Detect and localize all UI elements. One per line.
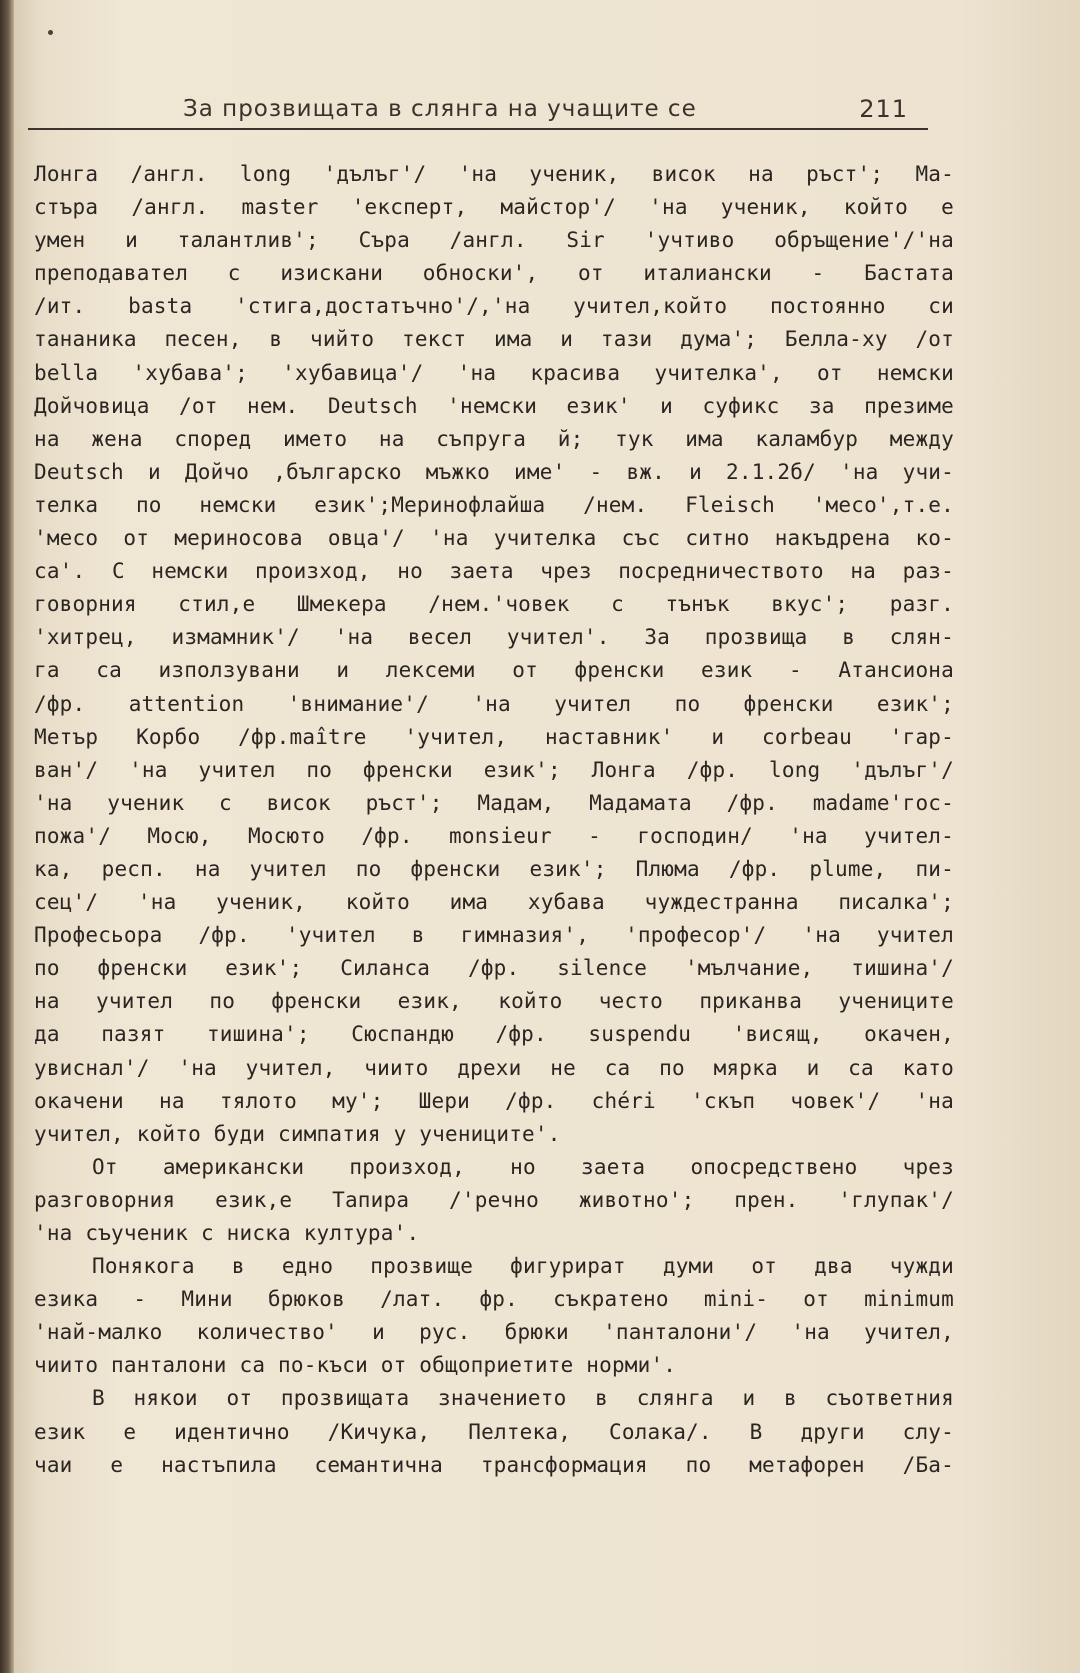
running-title: За прозвищата в слянга на учащите се xyxy=(183,96,697,122)
body-text xyxy=(34,158,954,1482)
text-line: телка по немски език';Меринофлайша /нем. Fleisch 'месо',т.е. xyxy=(34,492,954,517)
ink-speck xyxy=(48,30,53,35)
text-line: Deutsch и Дойчо ,българско мъжко име' - вж. и 2.1.2б/ 'на учи- xyxy=(34,459,954,484)
text-line: От американски произход, но заета опосредствено чрез xyxy=(92,1154,954,1179)
text-line: да пазят тишина'; Сюспандю /фр. suspendu 'висящ, окачен, xyxy=(34,1022,954,1047)
text-line: стъра /англ. master 'експерт, майстор'/ 'на ученик, който е xyxy=(34,195,954,220)
text-line: Дойчовица /от нем. Deutsch 'немски език' и суфикс за презиме xyxy=(34,393,954,418)
text-line: преподавател с изискани обноски', от италиански - Бастата xyxy=(34,261,954,286)
text-line: 'най-малко количество' и рус. брюки 'панталони'/ 'на учител, xyxy=(34,1320,954,1345)
text-line: В някои от прозвищата значението в слянга и в съответния xyxy=(92,1386,954,1411)
text-line: 'на ученик с висок ръст'; Мадам, Мадамата /фр. madame'гос- xyxy=(34,790,954,815)
text-line: Лонга /англ. long 'дълъг'/ 'на ученик, висок на ръст'; Ма- xyxy=(34,162,954,186)
text-line: ка, респ. на учител по френски език'; Плюма /фр. plume, пи- xyxy=(34,856,954,881)
text-line: /фр. attention 'внимание'/ 'на учител по френски език'; xyxy=(34,691,954,716)
text-line: Професьора /фр. 'учител в гимназия', 'професор'/ 'на учител xyxy=(34,923,954,948)
text-line: на жена според името на съпруга й; тук има каламбур между xyxy=(34,426,954,451)
text-line: Метър Корбо /фр.maître 'учител, наставник' и corbeau 'гар- xyxy=(34,724,954,749)
text-line: са'. С немски произход, но заета чрез посредничеството на раз- xyxy=(34,559,954,584)
text-line: тананика песен, в чийто текст има и тази дума'; Белла-ху /от xyxy=(34,327,954,352)
running-header xyxy=(28,92,928,130)
text-line: 'хитрец, измамник'/ 'на весел учител'. За прозвища в слян- xyxy=(34,625,954,650)
text-line: на учител по френски език, който често приканва учениците xyxy=(34,989,954,1014)
text-line: говорния стил,е Шмекера /нем.'човек с тънък вкус'; разг. xyxy=(34,592,954,617)
text-line: чиито панталони са по-къси от общоприетите норми'. xyxy=(34,1353,677,1378)
text-line: /ит. basta 'стига,достатъчно'/,'на учител,който постоянно си xyxy=(34,294,954,319)
page-number: 211 xyxy=(859,95,908,123)
text-line: га са използувани и лексеми от френски език - Атансиона xyxy=(34,658,954,683)
text-line: езика - Мини брюков /лат. фр. съкратено mini- от minimum xyxy=(34,1287,954,1312)
text-line: по френски език'; Силанса /фр. silence 'мълчание, тишина'/ xyxy=(34,956,954,981)
text-line: Понякога в едно прозвище фигурират думи от два чужди xyxy=(92,1254,954,1279)
text-line: bella 'хубава'; 'хубавица'/ 'на красива учителка', от немски xyxy=(34,360,954,385)
text-line: окачени на тялото му'; Шери /фр. chéri 'скъп човек'/ 'на xyxy=(34,1088,954,1113)
text-line: умен и талантлив'; Съра /англ. Sir 'учтиво обръщение'/'на xyxy=(34,228,954,253)
text-line: учител, който буди симпатия у учениците'. xyxy=(34,1121,561,1146)
text-line: език е идентично /Кичука, Пелтека, Солака/. В други слу- xyxy=(34,1419,954,1444)
text-line: 'на съученик с ниска култура'. xyxy=(34,1221,420,1245)
text-line: пожа'/ Мосю, Мосюто /фр. monsieur - господин/ 'на учител- xyxy=(34,823,954,848)
text-line: разговорния език,е Тапира /'речно животно'; прен. 'глупак'/ xyxy=(34,1187,954,1212)
text-line: увиснал'/ 'на учител, чиито дрехи не са по мярка и са като xyxy=(34,1055,954,1080)
text-line: сец'/ 'на ученик, който има хубава чуждестранна писалка'; xyxy=(34,890,954,915)
text-line: ван'/ 'на учител по френски език'; Лонга /фр. long 'дълъг'/ xyxy=(34,757,954,782)
text-line: 'месо от мериносова овца'/ 'на учителка със ситно накъдрена ко- xyxy=(34,526,954,551)
text-line: чаи е настъпила семантична трансформация по метафорен /Ба- xyxy=(34,1452,954,1477)
page-binding-edge xyxy=(0,0,14,1673)
